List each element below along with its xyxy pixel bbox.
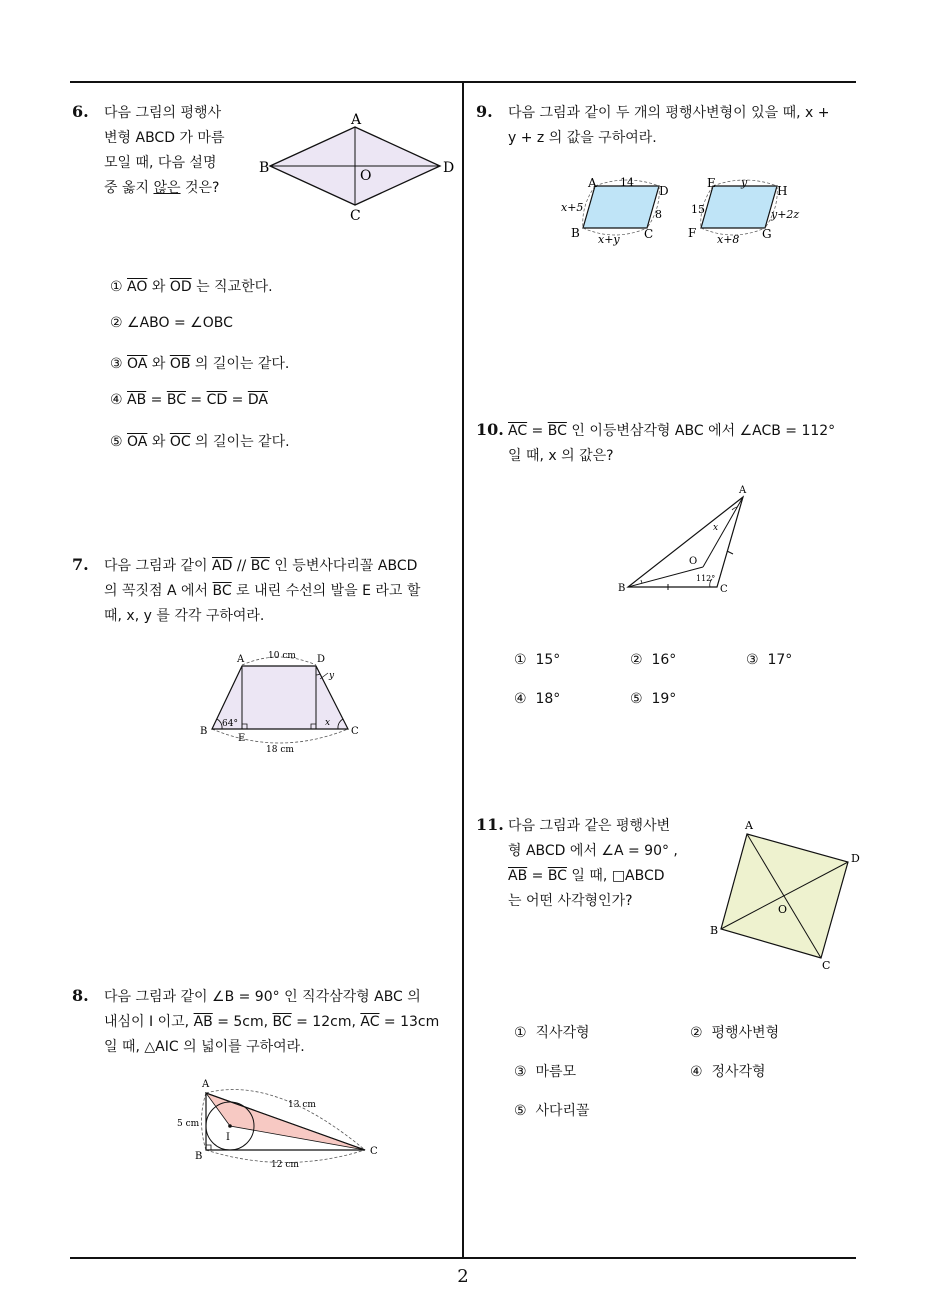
option-mark: ① <box>514 1025 527 1041</box>
text-span: 의 꼭짓점 A 에서 <box>104 583 213 599</box>
segment: $\overline{BC}$ <box>212 583 232 599</box>
column-divider <box>462 82 464 1258</box>
option-5[interactable] <box>630 691 676 707</box>
option-text: 15° <box>535 652 561 668</box>
label-y: y <box>329 671 335 681</box>
label-b: B <box>618 583 626 594</box>
text-span: 와 <box>147 279 170 295</box>
label-a: A <box>351 112 362 128</box>
segment: $\overline{AC}$ <box>360 1014 380 1030</box>
option-mark: ② <box>690 1025 703 1041</box>
option-text: 마름모 <box>535 1064 577 1080</box>
text-span: 중 옳지 <box>104 180 154 196</box>
option-text: 사다리꼴 <box>535 1103 590 1119</box>
option-2[interactable] <box>110 315 233 331</box>
option-mark: ④ <box>110 392 123 408</box>
segment: $\overline{BC}$ <box>272 1014 292 1030</box>
label-fg: x+8 <box>717 233 740 246</box>
text-line: 변형 ABCD 가 마름 <box>104 130 225 146</box>
label-d: D <box>659 184 669 198</box>
label-ab-length: 5 cm <box>177 1119 200 1129</box>
text-span: = <box>527 423 548 439</box>
label-c: C <box>350 208 361 224</box>
label-ac-length: 13 cm <box>288 1100 316 1110</box>
label-g: G <box>762 227 772 241</box>
text-line: 다음 그림의 평행사 <box>104 105 222 121</box>
segment: $\overline{AB}$ <box>127 392 147 408</box>
label-b: B <box>259 160 270 176</box>
label-c: C <box>370 1146 378 1157</box>
text-line: 형 ABCD 에서 ∠A = 90° , <box>508 843 678 859</box>
label-angle: 64° <box>222 719 238 729</box>
question-text <box>104 554 420 629</box>
option-mark: ② <box>110 315 123 331</box>
label-bottom-length: 18 cm <box>266 745 294 755</box>
text-line: 일 때, x 의 값은? <box>508 448 614 464</box>
segment: $\overline{AO}$ <box>127 279 148 295</box>
trapezoid-figure <box>195 645 370 757</box>
segment: $\overline{OC}$ <box>169 434 191 450</box>
text-line: y + z 의 값을 구하여라. <box>508 130 657 146</box>
option-2[interactable] <box>690 1022 779 1042</box>
label-x: x <box>713 523 719 533</box>
text-span: 인 등변사다리꼴 ABCD <box>269 558 418 574</box>
dimension-arc-ab <box>202 1093 207 1150</box>
segment: $\overline{BC}$ <box>250 558 270 574</box>
label-ad: 14 <box>620 176 634 189</box>
segment: $\overline{OB}$ <box>169 356 191 372</box>
text-span: = 12cm, <box>291 1014 361 1030</box>
label-dc: 8 <box>655 208 662 221</box>
question-number: 8. <box>72 986 89 1005</box>
text-span: = 5cm, <box>212 1014 273 1030</box>
angle-arc-b <box>641 580 642 583</box>
option-3[interactable] <box>110 353 289 373</box>
text-line: 는 어떤 사각형인가? <box>508 893 633 909</box>
option-mark: ① <box>110 279 123 295</box>
segment: $\overline{AC}$ <box>508 423 528 439</box>
triangle-abc <box>628 497 743 587</box>
text-span: 와 <box>147 356 170 372</box>
label-d: D <box>317 654 326 665</box>
segment: $\overline{OD}$ <box>169 279 192 295</box>
label-angle: 112° <box>696 574 716 583</box>
text-line <box>104 176 224 201</box>
option-4[interactable] <box>690 1061 766 1081</box>
label-a: A <box>588 176 597 190</box>
label-top-length: 10 cm <box>268 651 296 661</box>
option-mark: ④ <box>690 1064 703 1080</box>
label-hg: y+2z <box>771 208 800 221</box>
option-5[interactable] <box>110 431 290 451</box>
question-number: 7. <box>72 555 89 574</box>
text-span: 와 <box>147 434 170 450</box>
segment: $\overline{AB}$ <box>508 868 528 884</box>
option-text: 18° <box>535 691 561 707</box>
option-5[interactable] <box>514 1100 590 1120</box>
label-d: D <box>443 160 455 176</box>
label-bc-length: 12 cm <box>271 1160 299 1170</box>
label-c: C <box>720 584 728 595</box>
parallelogram-abcd <box>583 186 659 228</box>
right-triangle-figure <box>175 1075 385 1173</box>
text-line: 다음 그림과 같이 ∠B = 90° 인 직각삼각형 ABC 의 <box>104 989 421 1005</box>
text-span: 로 내린 수선의 발을 E 라고 할 <box>231 583 421 599</box>
parallelograms-figure <box>555 170 815 250</box>
label-o: O <box>778 903 788 916</box>
question-text <box>508 814 678 914</box>
text-line: 다음 그림과 같이 두 개의 평행사변형이 있을 때, x + <box>508 105 830 121</box>
option-mark: ① <box>514 652 527 668</box>
option-text: 16° <box>651 652 677 668</box>
text-span: 는 직교한다. <box>191 279 273 295</box>
label-b: B <box>571 226 580 240</box>
incenter-dot <box>228 1124 232 1128</box>
parallelogram-efgh <box>701 186 777 228</box>
label-d: D <box>851 852 860 865</box>
label-f: F <box>688 226 697 240</box>
text-span: 내심이 I 이고, <box>104 1014 194 1030</box>
label-i: I <box>226 1132 230 1143</box>
label-ef: 15 <box>691 203 705 216</box>
underlined-word: 않은 <box>153 180 181 196</box>
bottom-rule <box>70 1257 856 1259</box>
label-a: A <box>202 1079 210 1090</box>
segment: $\overline{BC}$ <box>547 868 567 884</box>
text-span: 의 길이는 같다. <box>190 434 290 450</box>
option-4[interactable] <box>514 691 560 707</box>
option-text: 직사각형 <box>535 1025 590 1041</box>
segment-bo <box>628 567 703 587</box>
label-b: B <box>195 1151 203 1162</box>
option-3[interactable] <box>746 652 792 668</box>
question-number: 10. <box>476 420 504 439</box>
segment: $\overline{BC}$ <box>166 392 186 408</box>
text-line: 모일 때, 다음 설명 <box>104 155 217 171</box>
text-span: 일 때, □ABCD <box>566 868 665 884</box>
rhombus-figure <box>255 108 465 228</box>
label-o: O <box>689 556 698 567</box>
option-mark: ② <box>630 652 643 668</box>
text-span: = 13cm <box>379 1014 440 1030</box>
text-line <box>508 864 678 889</box>
text-line: 일 때, △AIC 의 넓이를 구하여라. <box>104 1039 305 1055</box>
option-mark: ⑤ <box>514 1103 527 1119</box>
segment: $\overline{OA}$ <box>127 434 148 450</box>
question-number: 6. <box>72 102 89 121</box>
label-c: C <box>822 959 831 972</box>
question-text <box>508 101 829 151</box>
segment: $\overline{CD}$ <box>206 392 228 408</box>
text-line: 때, x, y 를 각각 구하여라. <box>104 608 265 624</box>
option-mark: ⑤ <box>630 691 643 707</box>
option-mark: ⑤ <box>110 434 123 450</box>
segment: $\overline{BC}$ <box>547 423 567 439</box>
isosceles-triangle-figure <box>610 480 770 598</box>
option-1[interactable] <box>514 652 560 668</box>
label-h: H <box>777 184 788 198</box>
dimension-arc-bottom <box>212 729 348 743</box>
text-span: = <box>146 392 167 408</box>
segment: $\overline{AD}$ <box>212 558 233 574</box>
label-c: C <box>351 726 359 737</box>
label-a: A <box>745 819 753 832</box>
question-text <box>508 419 835 469</box>
text-span: 다음 그림과 같이 <box>104 558 213 574</box>
question-text <box>104 985 439 1060</box>
option-mark: ④ <box>514 691 527 707</box>
text-span: 인 이등변삼각형 ABC 에서 ∠ACB = 112° <box>566 423 836 439</box>
option-text: ∠ABO = ∠OBC <box>127 315 233 331</box>
segment: $\overline{AB}$ <box>193 1014 213 1030</box>
label-ab: x+5 <box>561 201 584 214</box>
text-line <box>104 579 420 604</box>
label-eh: y <box>741 176 748 189</box>
label-x: x <box>325 718 331 728</box>
text-span: 것은? <box>180 180 220 196</box>
label-o: O <box>360 168 372 184</box>
label-e: E <box>238 733 246 744</box>
option-3[interactable] <box>514 1061 576 1081</box>
text-line <box>104 1010 439 1035</box>
option-text: 19° <box>651 691 677 707</box>
question-number: 11. <box>476 815 504 834</box>
option-mark: ③ <box>110 356 123 372</box>
tick-mark <box>727 551 733 554</box>
option-4[interactable] <box>110 392 268 408</box>
label-b: B <box>200 726 208 737</box>
text-line <box>508 419 835 444</box>
text-span: = <box>227 392 248 408</box>
label-a: A <box>237 654 245 665</box>
text-span: = <box>527 868 548 884</box>
label-b: B <box>710 924 719 937</box>
text-span: = <box>185 392 207 408</box>
question-text <box>104 101 224 201</box>
segment: $\overline{OA}$ <box>127 356 148 372</box>
option-1[interactable] <box>110 276 273 296</box>
text-line: 다음 그림과 같은 평행사변 <box>508 818 671 834</box>
option-mark: ③ <box>746 652 759 668</box>
option-mark: ③ <box>514 1064 527 1080</box>
option-text: 정사각형 <box>711 1064 766 1080</box>
question-number: 9. <box>476 102 493 121</box>
text-span: // <box>232 558 251 574</box>
segment-ao <box>703 497 743 567</box>
option-1[interactable] <box>514 1022 590 1042</box>
option-2[interactable] <box>630 652 676 668</box>
label-e: E <box>707 176 716 190</box>
text-span: 의 길이는 같다. <box>190 356 290 372</box>
label-c: C <box>644 227 654 241</box>
text-line <box>104 554 420 579</box>
square-figure <box>705 815 865 975</box>
page-number: 2 <box>457 1266 469 1287</box>
option-text: 평행사변형 <box>711 1025 780 1041</box>
right-angle-mark <box>206 1145 211 1150</box>
option-text: 17° <box>767 652 793 668</box>
label-bc: x+y <box>598 233 620 246</box>
label-a: A <box>739 485 747 496</box>
segment: $\overline{DA}$ <box>247 392 268 408</box>
